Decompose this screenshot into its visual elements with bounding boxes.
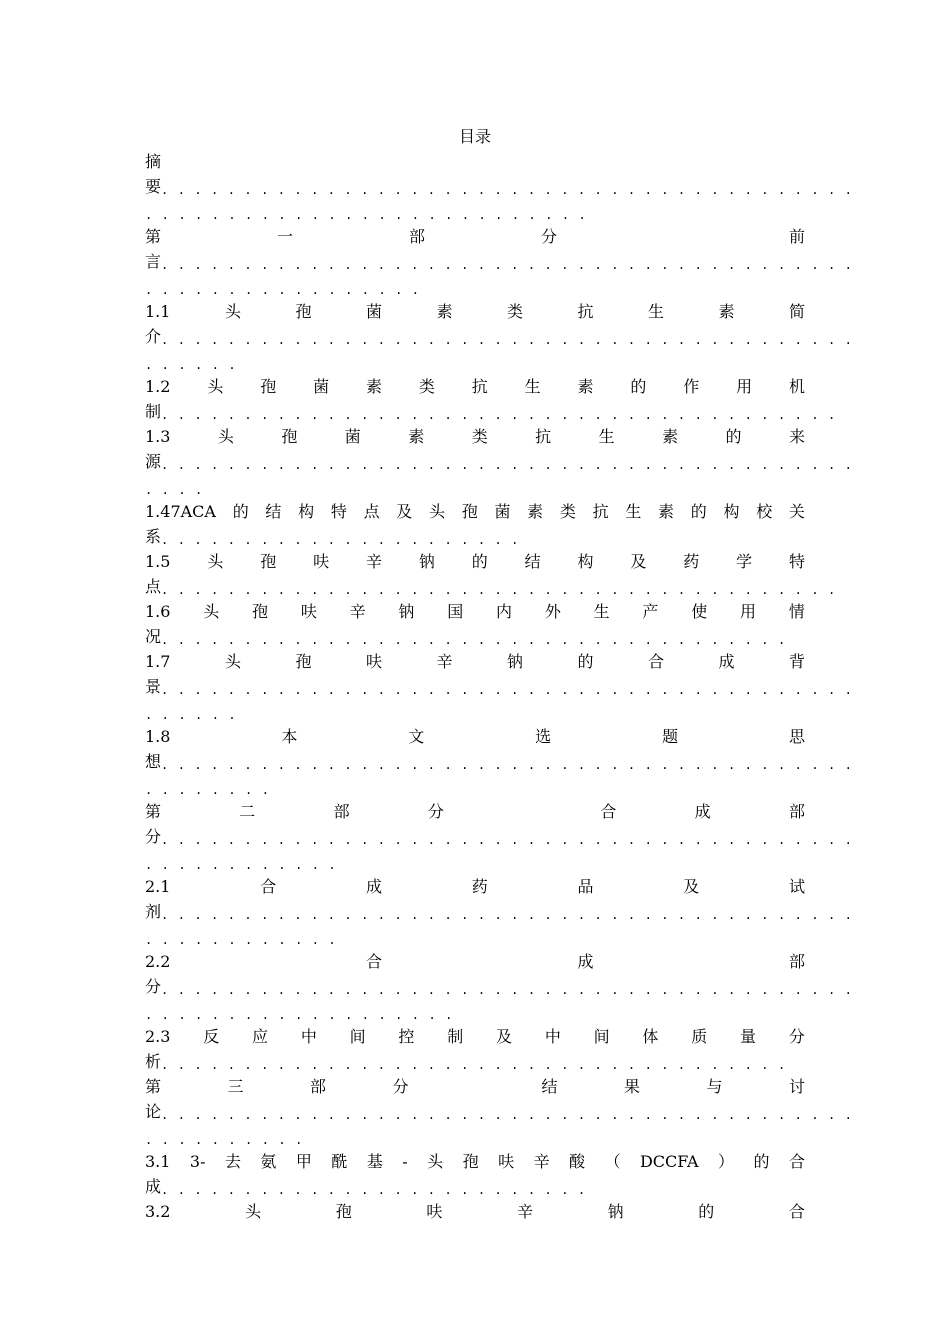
toc-entry-heading[interactable] — [145, 877, 805, 902]
toc-entry-word: 2.3 — [145, 1027, 171, 1046]
toc-entry-word: 结 — [541, 1077, 558, 1096]
toc-entry-last-char: 源 — [145, 452, 162, 471]
toc-entry-word: 讨 — [788, 1077, 805, 1096]
toc-entry-word: 特 — [788, 552, 805, 571]
toc-entry-word: 孢 — [335, 1202, 352, 1221]
toc-entry-word: 3.2 — [145, 1202, 171, 1221]
toc-entry-word: 的 — [753, 1152, 770, 1171]
toc-entry-word: 结 — [265, 502, 282, 521]
toc-entry-word: 二 — [239, 802, 256, 821]
toc-entry-word: 构 — [723, 502, 740, 521]
toc-entry-word: 选 — [535, 727, 552, 746]
leader-dots: .......................................... — [161, 758, 862, 772]
toc-entry-word: 及 — [396, 502, 413, 521]
leader-dots: ...................................... — [161, 1058, 795, 1072]
toc-entry-word: 孢 — [295, 652, 312, 671]
toc-entry-word: 孢 — [295, 302, 312, 321]
toc-entry-word: 的 — [690, 502, 707, 521]
leader-dots-continued: .... — [145, 483, 212, 497]
toc-entry-word: 素 — [436, 302, 453, 321]
leader-dots-continued: ...... — [145, 708, 246, 722]
toc-entry-word: 成 — [365, 877, 382, 896]
toc-entry-word: 特 — [330, 502, 347, 521]
toc-entry-heading[interactable] — [145, 952, 805, 977]
toc-entry-word: 类 — [471, 427, 488, 446]
toc-entry-word: 的 — [698, 1202, 715, 1221]
toc-entry-word: 部 — [788, 952, 805, 971]
toc-entry-word: 孢 — [461, 502, 478, 521]
toc-entry-word: 量 — [740, 1027, 757, 1046]
toc-entry-leader[interactable] — [145, 527, 805, 552]
toc-entry-word: 钠 — [506, 652, 523, 671]
toc-entry-word: 辛 — [436, 652, 453, 671]
toc-entry-heading[interactable] — [145, 1027, 805, 1052]
leader-dots-continued: .......... — [145, 1133, 312, 1147]
toc-entry-word: 简 — [788, 302, 805, 321]
leader-dots: .......................................... — [161, 1108, 862, 1122]
toc-entry-word: 反 — [203, 1027, 220, 1046]
toc-entry-word: 钠 — [607, 1202, 624, 1221]
toc-entry-heading[interactable] — [145, 1077, 805, 1102]
toc-entry-word: 3.1 — [145, 1152, 171, 1171]
toc-entry-heading[interactable] — [145, 552, 805, 577]
toc-entry-word: 合 — [647, 652, 664, 671]
leader-dots: ...................... — [161, 533, 528, 547]
leader-dots: .......................................... — [161, 908, 862, 922]
toc-entry-last-char: 分 — [145, 977, 162, 996]
toc-entry-word: 合 — [260, 877, 277, 896]
toc-entry-leader[interactable] — [145, 977, 862, 1002]
toc-entry-word: 第 — [145, 1077, 162, 1096]
toc-entry-word: 的 — [630, 377, 647, 396]
toc-entry-word: 素 — [658, 502, 675, 521]
leader-dots: .......................................... — [161, 983, 862, 997]
toc-entry-word: 孢 — [252, 602, 269, 621]
toc-entry-word: 甲 — [295, 1152, 312, 1171]
toc-entry-word: 药 — [683, 552, 700, 571]
toc-entry-word: 1.6 — [145, 602, 171, 621]
toc-entry-word: 合 — [788, 1152, 805, 1171]
toc-entry-heading[interactable] — [145, 302, 805, 327]
leader-dots: .......................................... — [161, 458, 862, 472]
toc-entry-word: 基 — [366, 1152, 383, 1171]
leader-dots: .......................................... — [161, 833, 862, 847]
toc-entry-word: 头 — [207, 552, 224, 571]
toc-entry-last-char: 言 — [145, 252, 162, 271]
toc-entry-word: 素 — [662, 427, 679, 446]
table-of-contents — [145, 152, 862, 1227]
toc-entry-word: 使 — [691, 602, 708, 621]
toc-entry-word: 1.5 — [145, 552, 171, 571]
toc-entry-last-char: 点 — [145, 577, 162, 596]
toc-entry-last-char: 剂 — [145, 902, 162, 921]
toc-entry-word: 1.2 — [145, 377, 171, 396]
leader-dots-continued: ........................... — [145, 208, 596, 222]
leader-dots: .......................................... — [161, 183, 862, 197]
toc-entry-word: 头 — [217, 427, 234, 446]
toc-entry-word: 类 — [506, 302, 523, 321]
toc-entry-word: 分 — [541, 227, 558, 246]
toc-entry-word: 药 — [471, 877, 488, 896]
toc-entry-leader[interactable] — [145, 252, 862, 277]
toc-entry-word: 间 — [593, 1027, 610, 1046]
leader-dots-continued: ................. — [145, 283, 429, 297]
toc-entry-word: 的 — [232, 502, 249, 521]
toc-entry-word: ） — [718, 1152, 735, 1171]
toc-title: 目录 — [458, 127, 491, 146]
toc-entry-leader[interactable] — [145, 577, 845, 602]
toc-entry-heading[interactable] — [145, 602, 805, 627]
toc-entry-word: 文 — [408, 727, 425, 746]
toc-entry-word: 1.7 — [145, 652, 171, 671]
leader-dots-continued: ........ — [145, 783, 279, 797]
toc-entry-word: 头 — [429, 502, 446, 521]
toc-entry-word: 素 — [577, 377, 594, 396]
toc-entry-word: 生 — [598, 427, 615, 446]
toc-entry-word: 辛 — [349, 602, 366, 621]
toc-entry-word: 头 — [427, 1152, 444, 1171]
toc-entry-word: 产 — [642, 602, 659, 621]
toc-entry-word: 头 — [245, 1202, 262, 1221]
toc-entry-word: 制 — [447, 1027, 464, 1046]
toc-entry-word: 前 — [788, 227, 805, 246]
toc-entry-word: 间 — [349, 1027, 366, 1046]
toc-entry-word: 1.47ACA — [145, 502, 216, 521]
toc-entry-last-char: 析 — [145, 1052, 162, 1071]
toc-entry-word: 孢 — [260, 377, 277, 396]
toc-entry-word: 关 — [788, 502, 805, 521]
toc-entry-word: 本 — [281, 727, 298, 746]
toc-entry-leader[interactable] — [145, 752, 862, 777]
toc-entry-word: 国 — [447, 602, 464, 621]
toc-entry-word: 生 — [524, 377, 541, 396]
toc-entry-word: 试 — [788, 877, 805, 896]
toc-entry-leader[interactable] — [145, 327, 862, 352]
toc-entry-word: 头 — [207, 377, 224, 396]
toc-entry-word: 质 — [691, 1027, 708, 1046]
toc-entry-word: 呋 — [313, 552, 330, 571]
toc-entry-word: 与 — [706, 1077, 723, 1096]
toc-entry-word: 一 — [277, 227, 294, 246]
toc-entry-word: 来 — [788, 427, 805, 446]
toc-entry-leader[interactable] — [145, 1177, 805, 1202]
toc-entry-word: 菌 — [494, 502, 511, 521]
toc-entry-heading[interactable] — [145, 727, 805, 752]
toc-entry-last-char: 论 — [145, 1102, 162, 1121]
leader-dots: .......................................... — [161, 333, 862, 347]
toc-entry-word: 头 — [203, 602, 220, 621]
toc-entry-word: 素 — [527, 502, 544, 521]
toc-entry-last-char: 系 — [145, 527, 162, 546]
toc-entry-word: 结 — [524, 552, 541, 571]
toc-entry-word: 孢 — [281, 427, 298, 446]
leader-dots: .......................................... — [161, 683, 862, 697]
toc-entry-word: 抗 — [471, 377, 488, 396]
toc-entry-word: 学 — [736, 552, 753, 571]
toc-entry-word: 品 — [577, 877, 594, 896]
toc-entry-word: 第 — [145, 227, 162, 246]
toc-entry-word: 应 — [252, 1027, 269, 1046]
toc-entry-word: 头 — [224, 302, 241, 321]
toc-entry-word: - — [402, 1152, 408, 1171]
toc-entry-word: 体 — [642, 1027, 659, 1046]
toc-entry-word: 孢 — [462, 1152, 479, 1171]
toc-entry-word: 思 — [788, 727, 805, 746]
toc-entry-word: 及 — [630, 552, 647, 571]
toc-entry-word: 孢 — [260, 552, 277, 571]
toc-entry-last-char: 制 — [145, 402, 162, 421]
toc-entry-last-char: 要 — [145, 177, 162, 196]
toc-entry-word: 用 — [740, 602, 757, 621]
toc-entry-word: 生 — [647, 302, 664, 321]
toc-entry-leader[interactable] — [145, 452, 862, 477]
toc-entry-heading[interactable] — [145, 427, 805, 452]
toc-entry-word: 头 — [224, 652, 241, 671]
toc-entry-word: 外 — [544, 602, 561, 621]
toc-entry-word: 部 — [788, 802, 805, 821]
toc-entry-last-char: 成 — [145, 1177, 162, 1196]
toc-entry-word: 三 — [227, 1077, 244, 1096]
toc-entry-word: 抗 — [592, 502, 609, 521]
toc-entry-word: 氨 — [260, 1152, 277, 1171]
toc-entry-last-char: 况 — [145, 627, 162, 646]
toc-entry-word: 素 — [718, 302, 735, 321]
toc-entry-word: 合 — [600, 802, 617, 821]
toc-entry-leader[interactable] — [145, 902, 862, 927]
toc-entry-word: 类 — [418, 377, 435, 396]
toc-entry-last-char: 介 — [145, 327, 162, 346]
toc-entry-heading[interactable] — [145, 377, 805, 402]
toc-entry-word: 钠 — [398, 602, 415, 621]
toc-entry-word: 呋 — [300, 602, 317, 621]
toc-entry-word: 分 — [788, 1027, 805, 1046]
toc-entry-word: 菌 — [365, 302, 382, 321]
toc-entry-word: 作 — [683, 377, 700, 396]
toc-entry-word: 内 — [496, 602, 513, 621]
toc-entry-heading[interactable] — [145, 1202, 805, 1227]
toc-entry-word: 的 — [471, 552, 488, 571]
leader-dots-continued: ............ — [145, 933, 346, 947]
toc-entry-word: 部 — [310, 1077, 327, 1096]
toc-entry-word: 辛 — [533, 1152, 550, 1171]
toc-entry-word: 生 — [593, 602, 610, 621]
toc-entry-word: 校 — [756, 502, 773, 521]
toc-entry-last-char: 分 — [145, 827, 162, 846]
toc-entry-word: 及 — [683, 877, 700, 896]
toc-entry-word: 成 — [718, 652, 735, 671]
toc-entry-word: 情 — [788, 602, 805, 621]
toc-entry-word: 酰 — [331, 1152, 348, 1171]
toc-entry-word: 1.3 — [145, 427, 171, 446]
toc-entry-word: 菌 — [344, 427, 361, 446]
toc-entry-word: 辛 — [365, 552, 382, 571]
toc-entry-word: 2.1 — [145, 877, 171, 896]
toc-entry-word: 摘 — [145, 152, 162, 171]
toc-entry-word: 的 — [725, 427, 742, 446]
toc-entry-word: 成 — [577, 952, 594, 971]
leader-dots: .......................................... — [161, 258, 862, 272]
toc-entry-word: 分 — [427, 802, 444, 821]
toc-entry-word: 2.2 — [145, 952, 171, 971]
toc-entry-word: 成 — [694, 802, 711, 821]
toc-entry-word: 菌 — [313, 377, 330, 396]
toc-entry-leader[interactable] — [145, 827, 862, 852]
toc-entry-word: 抗 — [535, 427, 552, 446]
toc-entry-word: 中 — [544, 1027, 561, 1046]
toc-entry-leader[interactable] — [145, 677, 862, 702]
toc-entry-word: 酸 — [569, 1152, 586, 1171]
toc-entry-word: 合 — [788, 1202, 805, 1221]
toc-entry-word: 部 — [333, 802, 350, 821]
toc-entry-last-char: 想 — [145, 752, 162, 771]
toc-entry-word: 合 — [365, 952, 382, 971]
toc-entry-word: 呋 — [365, 652, 382, 671]
toc-entry-leader[interactable] — [145, 1052, 805, 1077]
toc-entry-word: 1.8 — [145, 727, 171, 746]
toc-entry-word: 中 — [300, 1027, 317, 1046]
toc-entry-word: 点 — [363, 502, 380, 521]
leader-dots: ......................................... — [161, 583, 845, 597]
toc-entry-word: 构 — [298, 502, 315, 521]
toc-entry-heading[interactable] — [145, 227, 805, 252]
toc-entry-word: 机 — [788, 377, 805, 396]
toc-entry-word: 用 — [736, 377, 753, 396]
toc-entry-heading[interactable] — [145, 652, 805, 677]
toc-entry-leader[interactable] — [145, 402, 845, 427]
toc-entry-heading[interactable] — [145, 502, 805, 527]
toc-entry-word: 果 — [623, 1077, 640, 1096]
toc-entry-leader[interactable] — [145, 627, 805, 652]
leader-dots-continued: ............ — [145, 858, 346, 872]
leader-dots: ......................................... — [161, 408, 845, 422]
toc-entry-word: 3- — [189, 1152, 206, 1171]
toc-entry-leader[interactable] — [145, 177, 862, 202]
toc-entry-word: 去 — [224, 1152, 241, 1171]
toc-entry-heading[interactable] — [145, 152, 805, 177]
toc-entry-leader[interactable] — [145, 1102, 862, 1127]
toc-entry-word: 素 — [408, 427, 425, 446]
toc-entry-word: 钠 — [418, 552, 435, 571]
toc-entry-heading[interactable] — [145, 802, 805, 827]
toc-entry-word: DCCFA — [639, 1152, 699, 1171]
toc-entry-word: 辛 — [517, 1202, 534, 1221]
leader-dots: ...................................... — [161, 633, 795, 647]
toc-entry-word: （ — [604, 1152, 621, 1171]
toc-entry-word: 控 — [398, 1027, 415, 1046]
toc-entry-word: 第 — [145, 802, 162, 821]
toc-entry-word: 素 — [365, 377, 382, 396]
leader-dots-continued: ................... — [145, 1008, 462, 1022]
leader-dots-continued: ...... — [145, 358, 246, 372]
toc-entry-word: 背 — [788, 652, 805, 671]
toc-entry-word: 题 — [662, 727, 679, 746]
toc-entry-word: 部 — [409, 227, 426, 246]
toc-entry-word: 生 — [625, 502, 642, 521]
toc-entry-last-char: 景 — [145, 677, 162, 696]
toc-entry-word: 呋 — [426, 1202, 443, 1221]
toc-entry-word: 构 — [577, 552, 594, 571]
toc-entry-word: 呋 — [498, 1152, 515, 1171]
leader-dots: .......................... — [161, 1183, 595, 1197]
toc-entry-heading[interactable] — [145, 1152, 805, 1177]
toc-entry-word: 分 — [392, 1077, 409, 1096]
toc-entry-word: 类 — [559, 502, 576, 521]
toc-entry-word: 的 — [577, 652, 594, 671]
toc-entry-word: 及 — [496, 1027, 513, 1046]
toc-entry-word: 抗 — [577, 302, 594, 321]
toc-entry-word: 1.1 — [145, 302, 171, 321]
